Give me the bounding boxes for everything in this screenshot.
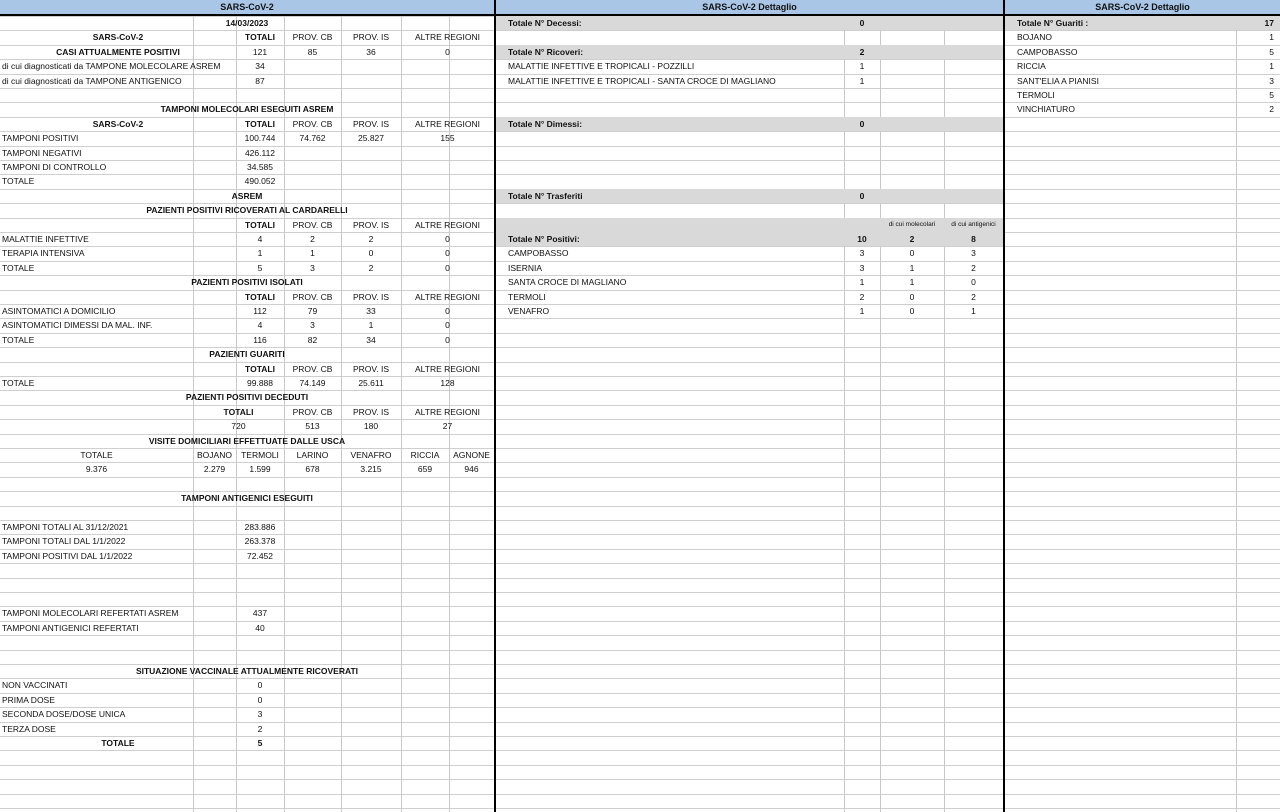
row-label: VENAFRO: [508, 306, 550, 316]
row-value: 1: [1269, 61, 1274, 72]
row-label: ASINTOMATICI A DOMICILIO: [2, 306, 116, 316]
value-totali: 121: [252, 46, 268, 57]
value-altre: 27: [442, 421, 453, 432]
value-prov-is: 36: [366, 46, 376, 57]
row-mol: 1: [909, 277, 915, 288]
row-value: 1: [859, 61, 865, 72]
value-altre: 0: [445, 306, 450, 316]
usca-header: TOTALE: [80, 450, 113, 460]
row-label: PRIMA DOSE: [2, 694, 55, 705]
panel-header-middle: SARS-CoV-2 Dettaglio: [496, 0, 1003, 16]
section-title: CASI ATTUALMENTE POSITIVI: [56, 46, 180, 57]
row-label: di cui diagnosticati da TAMPONE MOLECOLARE ASREM: [2, 61, 221, 72]
row-value: 72.452: [247, 550, 273, 561]
row-total: 1: [859, 277, 865, 288]
value-prov-is: 1: [368, 320, 374, 331]
value-prov-is: 2: [368, 234, 374, 244]
col-header-altre: ALTRE REGIONI: [414, 363, 481, 374]
row-label: TAMPONI POSITIVI DAL 1/1/2022: [2, 550, 133, 561]
decessi-value: 0: [859, 18, 865, 28]
value-totali: 720: [231, 421, 246, 432]
col-header-altre: ALTRE REGIONI: [414, 291, 481, 302]
value-prov-cb: 513: [305, 421, 320, 432]
value-altre: 0: [445, 334, 450, 345]
col-header-prov-is: PROV. IS: [352, 291, 390, 302]
usca-header: RICCIA: [410, 450, 440, 460]
positivi-total: 10: [857, 234, 867, 244]
usca-header: AGNONE: [453, 450, 490, 460]
row-label: SECONDA DOSE/DOSE UNICA: [2, 709, 126, 720]
col-header-prov-cb: PROV. CB: [292, 32, 333, 43]
value-altre: [401, 174, 494, 188]
row-ant: 2: [971, 291, 976, 302]
positivi-ant: 8: [971, 234, 976, 244]
col-header-prov-cb: PROV. CB: [292, 118, 333, 129]
sub-header-antigenici: di cui antigenici: [951, 220, 996, 228]
ricoveri-value: 2: [859, 46, 865, 57]
value-totali: 99.888: [247, 378, 273, 388]
column-line: [944, 16, 945, 812]
row-value: 5: [1269, 46, 1274, 57]
row-mol: 0: [909, 291, 915, 302]
usca-value: 678: [305, 464, 320, 475]
report-date: 14/03/2023: [225, 18, 269, 28]
col-header-prov-cb: PROV. CB: [292, 219, 333, 230]
gridline: [0, 765, 1280, 766]
row-label: MALATTIE INFETTIVE: [2, 234, 89, 244]
row-label: SANTA CROCE DI MAGLIANO: [508, 277, 627, 288]
row-total: 2: [859, 291, 865, 302]
value-prov-cb: 74.149: [299, 378, 326, 388]
section-title: PAZIENTI POSITIVI RICOVERATI AL CARDARELLI: [146, 205, 348, 216]
gridline: [0, 506, 1280, 507]
row-label: NON VACCINATI: [2, 680, 68, 691]
row-value: 2: [257, 723, 263, 734]
row-label: ASINTOMATICI DIMESSI DA MAL. INF.: [2, 320, 153, 331]
col-header-totali: TOTALI: [245, 118, 275, 129]
row-label: TAMPONI ANTIGENICI REFERTATI: [2, 622, 139, 633]
usca-value: 2.279: [203, 464, 226, 475]
row-label: TAMPONI TOTALI AL 31/12/2021: [2, 522, 129, 532]
value-prov-cb: [284, 146, 341, 160]
section-title: TAMPONI ANTIGENICI ESEGUITI: [181, 493, 313, 504]
row-value: 40: [255, 622, 265, 633]
value-altre: 0: [445, 262, 450, 273]
row-label: TOTALE: [2, 378, 35, 388]
usca-header: BOJANO: [197, 450, 232, 460]
gridline: [0, 563, 1280, 564]
gridline: [0, 477, 1280, 478]
col-header-prov-cb: PROV. CB: [292, 363, 333, 374]
positivi-label: Totale N° Positivi:: [508, 234, 580, 244]
gridline: [0, 362, 1280, 363]
value-totali: 116: [253, 334, 267, 345]
row-value: 34: [255, 61, 265, 72]
panel-header-right: SARS-CoV-2 Dettaglio: [1005, 0, 1280, 16]
dimessi-value: 0: [859, 118, 865, 129]
col-header-totali: TOTALI: [245, 291, 275, 302]
value-prov-cb: 3: [310, 320, 315, 331]
value-prov-cb: 79: [307, 306, 318, 316]
row-value: 3: [257, 709, 263, 720]
row-mol: 0: [909, 306, 915, 316]
gridline: [0, 419, 1280, 420]
value-prov-is: 33: [366, 306, 376, 316]
gridline: [0, 635, 1280, 636]
positivi-mol: 2: [909, 234, 915, 244]
dimessi-label: Totale N° Dimessi:: [508, 118, 583, 129]
gridline: [0, 808, 1280, 809]
gridline: [0, 779, 1280, 780]
value-altre: 0: [445, 234, 450, 244]
gridline: [0, 794, 1280, 795]
row-value: 0: [257, 694, 263, 705]
col-header-prov-is: PROV. IS: [352, 32, 390, 43]
section-title: ASREM: [231, 190, 263, 201]
row-total: 3: [859, 248, 865, 259]
section-title: PAZIENTI POSITIVI ISOLATI: [191, 277, 303, 288]
guariti-value: 17: [1264, 18, 1274, 28]
value-prov-cb: 82: [307, 334, 318, 345]
row-label: TAMPONI MOLECOLARI REFERTATI ASREM: [2, 608, 179, 619]
value-altre: 0: [445, 46, 450, 57]
section-title: PAZIENTI POSITIVI DECEDUTI: [185, 392, 309, 403]
value-prov-is: 2: [368, 262, 374, 273]
row-label: VINCHIATURO: [1017, 104, 1075, 115]
col-header-prov-is: PROV. IS: [352, 363, 390, 374]
value-prov-is: 0: [368, 248, 374, 259]
row-label: SANT'ELIA A PIANISI: [1017, 75, 1099, 86]
value-altre: 155: [440, 133, 455, 144]
usca-header: LARINO: [296, 450, 329, 460]
section-title: TAMPONI MOLECOLARI ESEGUITI ASREM: [160, 104, 334, 115]
panel-divider: [1003, 0, 1005, 812]
row-label: TOTALE: [2, 176, 35, 187]
column-line: [844, 16, 845, 812]
row-label: TAMPONI NEGATIVI: [2, 147, 82, 158]
value-prov-cb: 85: [307, 46, 318, 57]
section-title: VISITE DOMICILIARI EFFETTUATE DALLE USCA: [148, 435, 346, 446]
row-value: 1: [1269, 32, 1274, 43]
row-mol: 0: [909, 248, 915, 259]
usca-header: TERMOLI: [241, 450, 279, 460]
row-label: TOTALE: [2, 262, 35, 273]
col-header-label: SARS-CoV-2: [92, 32, 144, 43]
value-prov-cb: [284, 160, 341, 174]
value-altre: 0: [445, 320, 450, 331]
value-prov-is: 25.827: [358, 133, 384, 144]
row-value: 5: [1269, 90, 1274, 100]
col-header-prov-is: PROV. IS: [352, 219, 390, 230]
col-header-totali: TOTALI: [245, 32, 275, 43]
value-prov-is: [341, 146, 401, 160]
value-prov-cb: 2: [310, 234, 315, 244]
panel-divider: [494, 0, 496, 812]
row-label: TERAPIA INTENSIVA: [2, 248, 85, 259]
row-label: ISERNIA: [508, 262, 543, 273]
row-label: TOTALE: [2, 334, 35, 345]
col-header-altre: ALTRE REGIONI: [414, 219, 481, 230]
column-line: [880, 16, 881, 812]
value-totali: 34.585: [247, 162, 273, 172]
guariti-label: Totale N° Guariti :: [1017, 18, 1089, 28]
value-prov-is: 25.611: [358, 378, 384, 388]
value-prov-cb: 1: [310, 248, 315, 259]
column-line: [1236, 16, 1237, 812]
value-altre: 128: [440, 378, 455, 388]
row-value: 283.886: [244, 522, 276, 532]
value-totali: 4: [257, 320, 263, 331]
col-header-totali: TOTALI: [223, 406, 254, 417]
row-label: MALATTIE INFETTIVE E TROPICALI - SANTA CROCE DI MAGLIANO: [508, 75, 776, 86]
row-label: MALATTIE INFETTIVE E TROPICALI - POZZILLI: [508, 61, 695, 72]
gridline: [0, 750, 1280, 751]
gridline: [0, 592, 1280, 593]
value-totali: 100.744: [244, 133, 276, 144]
panel-header-left: SARS-CoV-2: [0, 0, 494, 16]
value-prov-is: 34: [366, 334, 376, 345]
col-header-prov-cb: PROV. CB: [292, 406, 333, 417]
row-label: CAMPOBASSO: [508, 248, 569, 259]
gridline: [0, 405, 1280, 406]
row-value: 87: [255, 75, 265, 86]
row-total: 3: [859, 262, 865, 273]
row-ant: 3: [971, 248, 976, 259]
value-prov-is: [341, 160, 401, 174]
col-header-prov-cb: PROV. CB: [292, 291, 333, 302]
row-label: RICCIA: [1017, 61, 1046, 72]
usca-header: VENAFRO: [350, 450, 392, 460]
trasferiti-value: 0: [859, 190, 865, 201]
row-ant: 1: [971, 306, 976, 316]
value-totali: 5: [257, 262, 263, 273]
col-header-label: SARS-CoV-2: [92, 118, 144, 129]
value-prov-cb: 74.762: [299, 133, 326, 144]
row-value: 0: [257, 680, 263, 691]
row-label: TERZA DOSE: [2, 723, 56, 734]
usca-value: 659: [417, 464, 433, 475]
ricoveri-label: Totale N° Ricoveri:: [508, 46, 584, 57]
total-value: 5: [257, 738, 263, 748]
row-label: TAMPONI TOTALI DAL 1/1/2022: [2, 536, 126, 547]
row-value: 2: [1269, 104, 1274, 115]
value-totali: 490.052: [244, 176, 276, 187]
row-ant: 0: [971, 277, 976, 288]
col-header-prov-is: PROV. IS: [352, 118, 390, 129]
row-ant: 2: [971, 262, 976, 273]
value-prov-is: [341, 174, 401, 188]
value-altre: 0: [445, 248, 450, 259]
value-totali: 112: [253, 306, 267, 316]
col-header-altre: ALTRE REGIONI: [414, 118, 481, 129]
section-title: SITUAZIONE VACCINALE ATTUALMENTE RICOVERATI: [135, 666, 359, 676]
value-prov-is: 180: [363, 421, 379, 432]
gridline: [0, 578, 1280, 579]
value-totali: 426.112: [244, 147, 276, 158]
row-label: TAMPONI POSITIVI: [2, 133, 79, 144]
row-mol: 1: [909, 262, 915, 273]
col-header-altre: ALTRE REGIONI: [414, 32, 481, 43]
value-totali: 4: [257, 234, 263, 244]
value-totali: 1: [257, 248, 263, 259]
value-altre: [401, 160, 494, 174]
row-value: 437: [252, 608, 268, 619]
col-header-altre: ALTRE REGIONI: [414, 406, 481, 417]
total-label: TOTALE: [101, 738, 135, 748]
sub-header-molecolari: di cui molecolari: [888, 220, 936, 228]
row-label: TERMOLI: [1017, 90, 1055, 100]
row-label: BOJANO: [1017, 32, 1052, 43]
usca-value: 1.599: [249, 464, 271, 475]
usca-value: 3.215: [360, 464, 382, 475]
decessi-label: Totale N° Decessi:: [508, 18, 582, 28]
trasferiti-label: Totale N° Trasferiti: [508, 190, 583, 201]
row-label: CAMPOBASSO: [1017, 46, 1078, 57]
row-label: TAMPONI DI CONTROLLO: [2, 162, 107, 172]
usca-value: 946: [464, 464, 479, 475]
row-value: 263.378: [244, 536, 276, 547]
value-prov-cb: 3: [310, 262, 315, 273]
row-label: di cui diagnosticati da TAMPONE ANTIGENICO: [2, 75, 182, 86]
row-total: 1: [859, 306, 865, 316]
col-header-prov-is: PROV. IS: [352, 406, 390, 417]
gridline: [0, 650, 1280, 651]
row-label: TERMOLI: [508, 291, 546, 302]
value-altre: [401, 146, 494, 160]
section-title: PAZIENTI GUARITI: [209, 349, 285, 360]
usca-value: 9.376: [85, 464, 108, 475]
row-value: 3: [1269, 75, 1274, 86]
value-prov-cb: [284, 174, 341, 188]
col-header-totali: TOTALI: [245, 219, 275, 230]
row-value: 1: [859, 75, 865, 86]
col-header-totali: TOTALI: [245, 363, 275, 374]
